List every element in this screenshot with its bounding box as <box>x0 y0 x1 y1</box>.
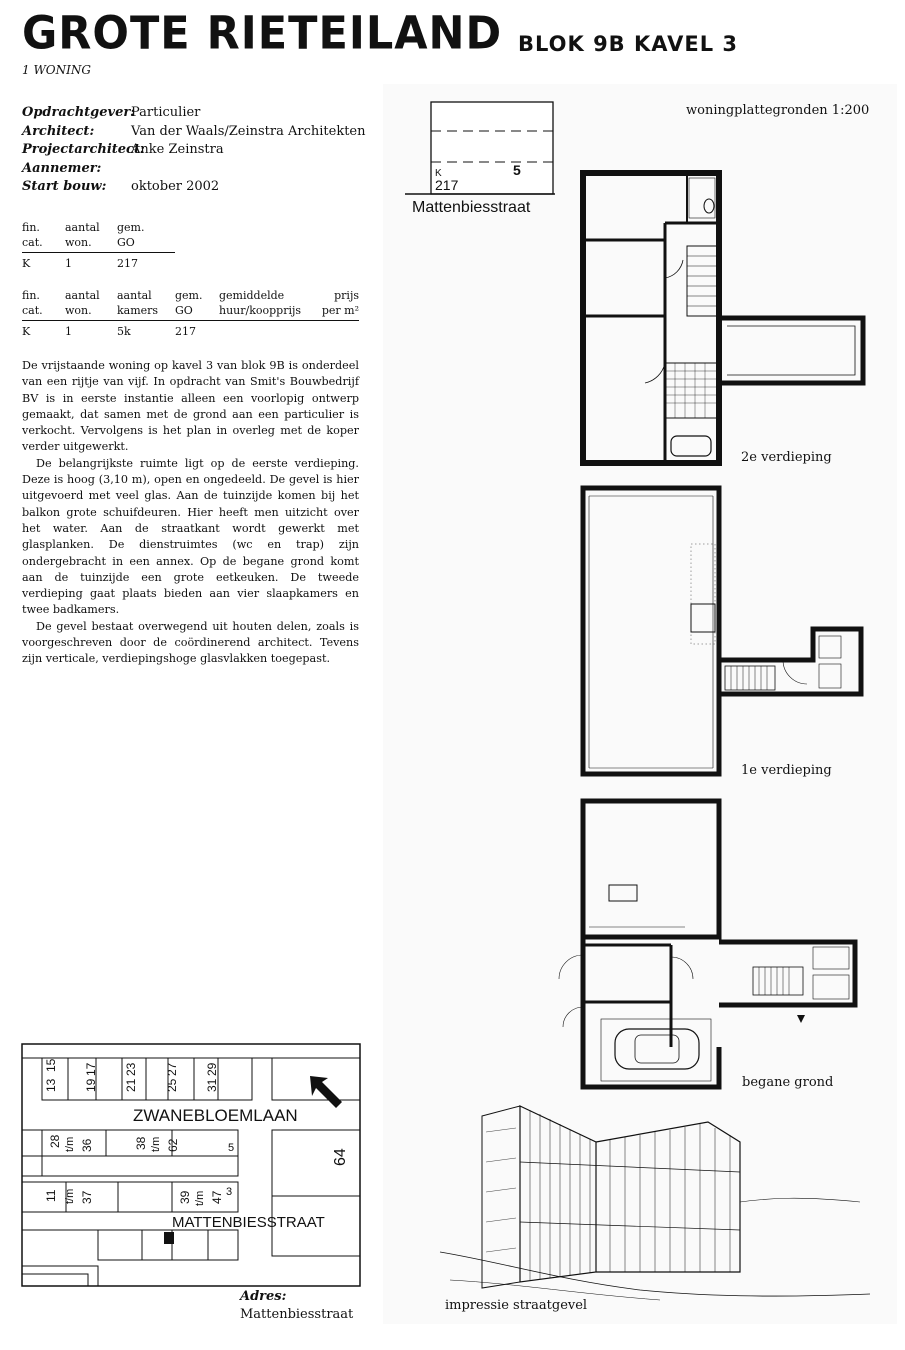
plot-number: 5 <box>513 162 521 178</box>
map-number: 31 <box>205 1078 219 1092</box>
facade-impression-sketch <box>440 1102 880 1302</box>
address-block <box>240 1288 353 1324</box>
table-header: gemiddelde huur/koopprijs <box>219 288 317 321</box>
table-header: fin. cat. <box>22 288 65 321</box>
map-number: t/m <box>150 1136 162 1152</box>
info-value: Van der Waals/Zeinstra Architekten <box>131 123 366 139</box>
table-cell <box>219 321 317 340</box>
map-number: 47 <box>210 1190 224 1204</box>
info-value: Anke Zeinstra <box>131 142 224 157</box>
info-row-contractor <box>22 160 366 179</box>
info-row-architect <box>22 123 366 142</box>
map-street-zwanebloemlaan: ZWANEBLOEMLAAN <box>133 1106 298 1125</box>
floor-label-2nd: 2e verdieping <box>741 450 832 465</box>
table-header: fin. cat. <box>22 220 65 253</box>
info-label: Start bouw: <box>22 179 107 194</box>
map-number: 11 <box>44 1189 58 1202</box>
table-header: prijs per m² <box>317 288 359 321</box>
map-number: 38 <box>134 1136 148 1150</box>
map-number: 36 <box>80 1138 94 1152</box>
table-cell <box>317 321 359 340</box>
map-number: 19 <box>84 1078 98 1092</box>
table-cell: 1 <box>65 257 72 270</box>
plot-area: 217 <box>435 177 459 193</box>
map-number: t/m <box>64 1188 76 1204</box>
table-cell: 217 <box>117 257 138 270</box>
info-row-project-architect <box>22 141 366 160</box>
table-header: aantal kamers <box>117 288 175 321</box>
map-number: t/m <box>64 1136 76 1152</box>
map-street-mattenbiesstraat: MATTENBIESSTRAAT <box>172 1214 325 1231</box>
location-map <box>22 1044 360 1286</box>
info-row-client <box>22 104 366 123</box>
floorplan-ground-floor <box>555 797 870 1092</box>
map-number: 28 <box>48 1134 62 1148</box>
map-number: 27 <box>165 1062 179 1076</box>
map-number: 23 <box>124 1062 138 1076</box>
plot-street: Mattenbiesstraat <box>412 199 531 216</box>
floorplan-1st-floor <box>575 484 865 779</box>
map-number: 15 <box>44 1058 58 1072</box>
page-subtitle: BLOK 9B KAVEL 3 <box>518 32 739 56</box>
map-number: 37 <box>80 1190 94 1204</box>
project-info <box>22 104 366 197</box>
table-cell: 217 <box>175 325 196 338</box>
map-number: 39 <box>178 1190 192 1204</box>
paragraph: De vrijstaande woning op kavel 3 van blok 9B is onderdeel van een rijtje van vijf. In opdracht van Smit's Bouwbedrijf BV is in eerste instantie alleen een voorlopig ontwerp gemaakt, dat samen met de grond aan een particulier is verkocht. Vervolgens is het plan in overleg met de koper verder uitgewerkt. <box>22 359 359 454</box>
map-number: 17 <box>84 1062 98 1076</box>
map-number: 64 <box>332 1148 349 1166</box>
info-label: Aannemer: <box>22 160 102 176</box>
info-label: Architect: <box>22 123 95 139</box>
table-header: gem. GO <box>175 288 219 321</box>
plot-category: K <box>435 168 442 179</box>
address-value: Mattenbiesstraat <box>240 1307 354 1322</box>
floor-label-ground: begane grond <box>742 1075 834 1090</box>
table-cell: K <box>22 325 31 338</box>
map-number: 29 <box>205 1062 219 1076</box>
table-cell: 5k <box>117 325 131 338</box>
floor-label-1st: 1e verdieping <box>741 763 832 778</box>
map-number: 3 <box>226 1186 233 1198</box>
map-number: 13 <box>44 1078 58 1092</box>
dwelling-count: 1 WONING <box>22 63 91 77</box>
plot-diagram <box>405 100 555 200</box>
map-number: 25 <box>165 1078 179 1092</box>
description-text <box>22 358 359 668</box>
table-cell: K <box>22 257 31 270</box>
info-row-start <box>22 178 366 197</box>
floorplan-2nd-floor <box>575 168 865 468</box>
scale-label: woningplattegronden 1:200 <box>686 103 870 118</box>
info-label: Projectarchitect: <box>22 142 145 157</box>
table-header: aantal won. <box>65 288 117 321</box>
map-number: 5 <box>228 1142 235 1154</box>
address-label: Adres: <box>240 1289 287 1304</box>
info-value: Particulier <box>131 105 201 120</box>
info-value: oktober 2002 <box>131 179 220 194</box>
table-cell: 1 <box>65 325 72 338</box>
page-title: GROTE RIETEILAND <box>22 7 503 61</box>
table-header: gem. GO <box>117 220 175 253</box>
stats-table-2 <box>22 288 359 339</box>
paragraph: De belangrijkste ruimte ligt op de eerste verdieping. Deze is hoog (3,10 m), open en ongedeeld. De gevel is hier uitgevoerd met veel glas. Aan de tuinzijde komen bij het balkon grote schuifdeuren. Hier heeft men uitzicht over het water. Aan de straatkant wordt gewerkt met glasplanken. De dienstruimtes (wc en trap) zijn ondergebracht in een annex. Op de begane grond komt aan de tuinzijde een grote eetkeuken. De tweede verdieping gaat plaats bieden aan vier slaapkamers en twee badkamers. <box>22 456 359 617</box>
map-number: 21 <box>124 1078 138 1092</box>
stats-table-1 <box>22 220 175 271</box>
map-number: 62 <box>166 1138 180 1152</box>
map-number: t/m <box>194 1190 206 1206</box>
info-label: Opdrachtgever: <box>22 105 135 120</box>
paragraph: De gevel bestaat overwegend uit houten delen, zoals is voorgeschreven door de coördinerend architect. Tevens zijn verticale, verdiepingshoge glasvlakken toegepast. <box>22 619 359 666</box>
table-header: aantal won. <box>65 220 117 253</box>
impression-label: impressie straatgevel <box>445 1298 588 1313</box>
